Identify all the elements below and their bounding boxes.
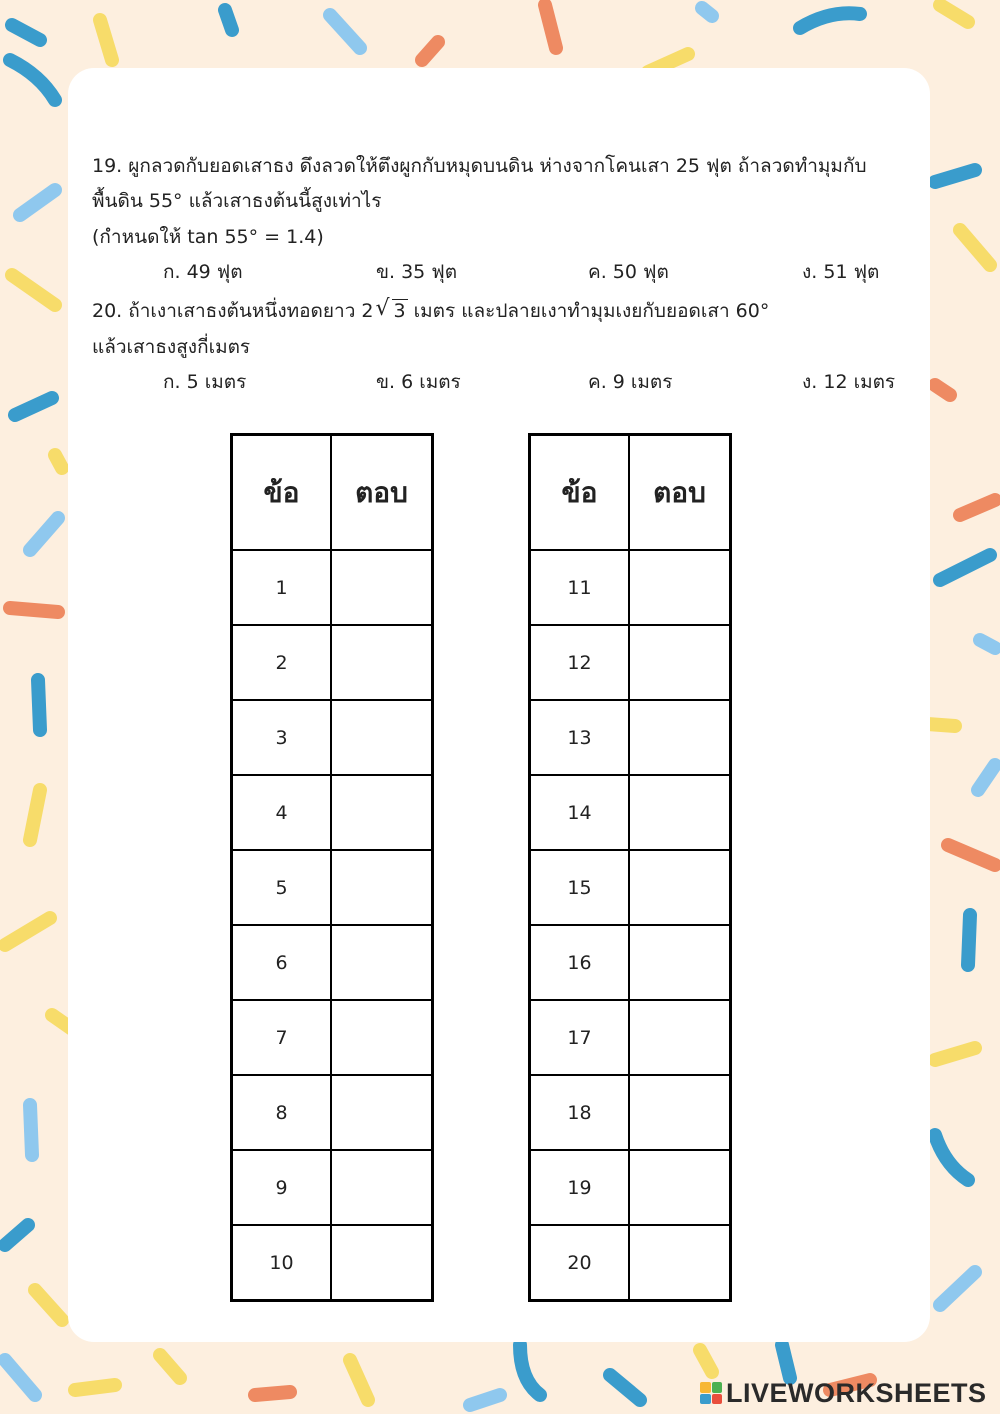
header-answer: ตอบ — [629, 435, 731, 551]
item-number: 13 — [530, 700, 630, 775]
question-19-line-2: พื้นดิน 55° แล้วเสาธงต้นนี้สูงเท่าไร — [92, 190, 382, 212]
item-number: 12 — [530, 625, 630, 700]
liveworksheets-logo[interactable] — [700, 1378, 987, 1408]
answer-cell-7[interactable] — [331, 1000, 433, 1075]
question-19-option-c: ค. 50 ฟุต — [588, 261, 669, 283]
table-row — [530, 550, 731, 625]
table-row — [530, 1150, 731, 1225]
table-row — [530, 625, 731, 700]
header-item: ข้อ — [530, 435, 630, 551]
question-20-line-1 — [92, 296, 770, 323]
answer-cell-19[interactable] — [629, 1150, 731, 1225]
item-number: 20 — [530, 1225, 630, 1301]
radicand: 3 — [393, 300, 406, 322]
table-row — [232, 1000, 433, 1075]
table-header-row — [232, 435, 433, 551]
liveworksheets-logo-icon — [700, 1382, 722, 1404]
item-number: 4 — [232, 775, 332, 850]
item-number: 5 — [232, 850, 332, 925]
question-19-given: (กำหนดให้ tan 55° = 1.4) — [92, 226, 324, 248]
item-number: 15 — [530, 850, 630, 925]
table-header-row — [530, 435, 731, 551]
answer-cell-8[interactable] — [331, 1075, 433, 1150]
item-number: 9 — [232, 1150, 332, 1225]
question-19-option-a: ก. 49 ฟุต — [163, 261, 243, 283]
question-20-option-a: ก. 5 เมตร — [163, 371, 247, 393]
radical-sign: √ — [375, 296, 390, 321]
item-number: 1 — [232, 550, 332, 625]
table-row — [530, 850, 731, 925]
table-row — [530, 775, 731, 850]
table-row — [530, 1075, 731, 1150]
answer-cell-15[interactable] — [629, 850, 731, 925]
table-row — [530, 1000, 731, 1075]
header-item: ข้อ — [232, 435, 332, 551]
item-number: 6 — [232, 925, 332, 1000]
table-row — [530, 1225, 731, 1301]
answer-cell-1[interactable] — [331, 550, 433, 625]
table-row — [232, 850, 433, 925]
logo-text: LIVEWORKSHEETS — [726, 1377, 987, 1408]
question-20-option-c: ค. 9 เมตร — [588, 371, 673, 393]
item-number: 14 — [530, 775, 630, 850]
table-row — [530, 925, 731, 1000]
item-number: 2 — [232, 625, 332, 700]
item-number: 7 — [232, 1000, 332, 1075]
question-20-line-2: แล้วเสาธงสูงกี่เมตร — [92, 336, 251, 358]
question-20-option-b: ข. 6 เมตร — [376, 371, 461, 393]
square-root-expression — [375, 296, 408, 323]
table-row — [232, 1075, 433, 1150]
answer-cell-20[interactable] — [629, 1225, 731, 1301]
answer-cell-17[interactable] — [629, 1000, 731, 1075]
header-answer: ตอบ — [331, 435, 433, 551]
table-row — [232, 1225, 433, 1301]
item-number: 11 — [530, 550, 630, 625]
answer-cell-18[interactable] — [629, 1075, 731, 1150]
answer-cell-3[interactable] — [331, 700, 433, 775]
table-row — [232, 550, 433, 625]
item-number: 17 — [530, 1000, 630, 1075]
answer-table-1 — [230, 433, 434, 1302]
table-row — [232, 925, 433, 1000]
item-number: 10 — [232, 1225, 332, 1301]
table-row — [530, 700, 731, 775]
table-row — [232, 1150, 433, 1225]
answer-cell-14[interactable] — [629, 775, 731, 850]
table-row — [232, 625, 433, 700]
answer-cell-12[interactable] — [629, 625, 731, 700]
item-number: 8 — [232, 1075, 332, 1150]
answer-cell-2[interactable] — [331, 625, 433, 700]
answer-table-2 — [528, 433, 732, 1302]
answer-cell-10[interactable] — [331, 1225, 433, 1301]
answer-cell-16[interactable] — [629, 925, 731, 1000]
answer-cell-6[interactable] — [331, 925, 433, 1000]
item-number: 3 — [232, 700, 332, 775]
question-19-option-d: ง. 51 ฟุต — [802, 261, 880, 283]
item-number: 18 — [530, 1075, 630, 1150]
item-number: 19 — [530, 1150, 630, 1225]
question-19-line-1: 19. ผูกลวดกับยอดเสาธง ดึงลวดให้ตึงผูกกับหมุดบนดิน ห่างจากโคนเสา 25 ฟุต ถ้าลวดทำมุมกับ — [92, 155, 867, 177]
answer-cell-4[interactable] — [331, 775, 433, 850]
answer-cell-11[interactable] — [629, 550, 731, 625]
table-row — [232, 775, 433, 850]
question-19-option-b: ข. 35 ฟุต — [376, 261, 458, 283]
table-row — [232, 700, 433, 775]
answer-cell-13[interactable] — [629, 700, 731, 775]
question-20-option-d: ง. 12 เมตร — [802, 371, 896, 393]
item-number: 16 — [530, 925, 630, 1000]
question-20-text-end: เมตร และปลายเงาทำมุมเงยกับยอดเสา 60° — [407, 300, 770, 322]
answer-cell-5[interactable] — [331, 850, 433, 925]
answer-cell-9[interactable] — [331, 1150, 433, 1225]
question-20-text-start: 20. ถ้าเงาเสาธงต้นหนึ่งทอดยาว 2 — [92, 300, 374, 322]
